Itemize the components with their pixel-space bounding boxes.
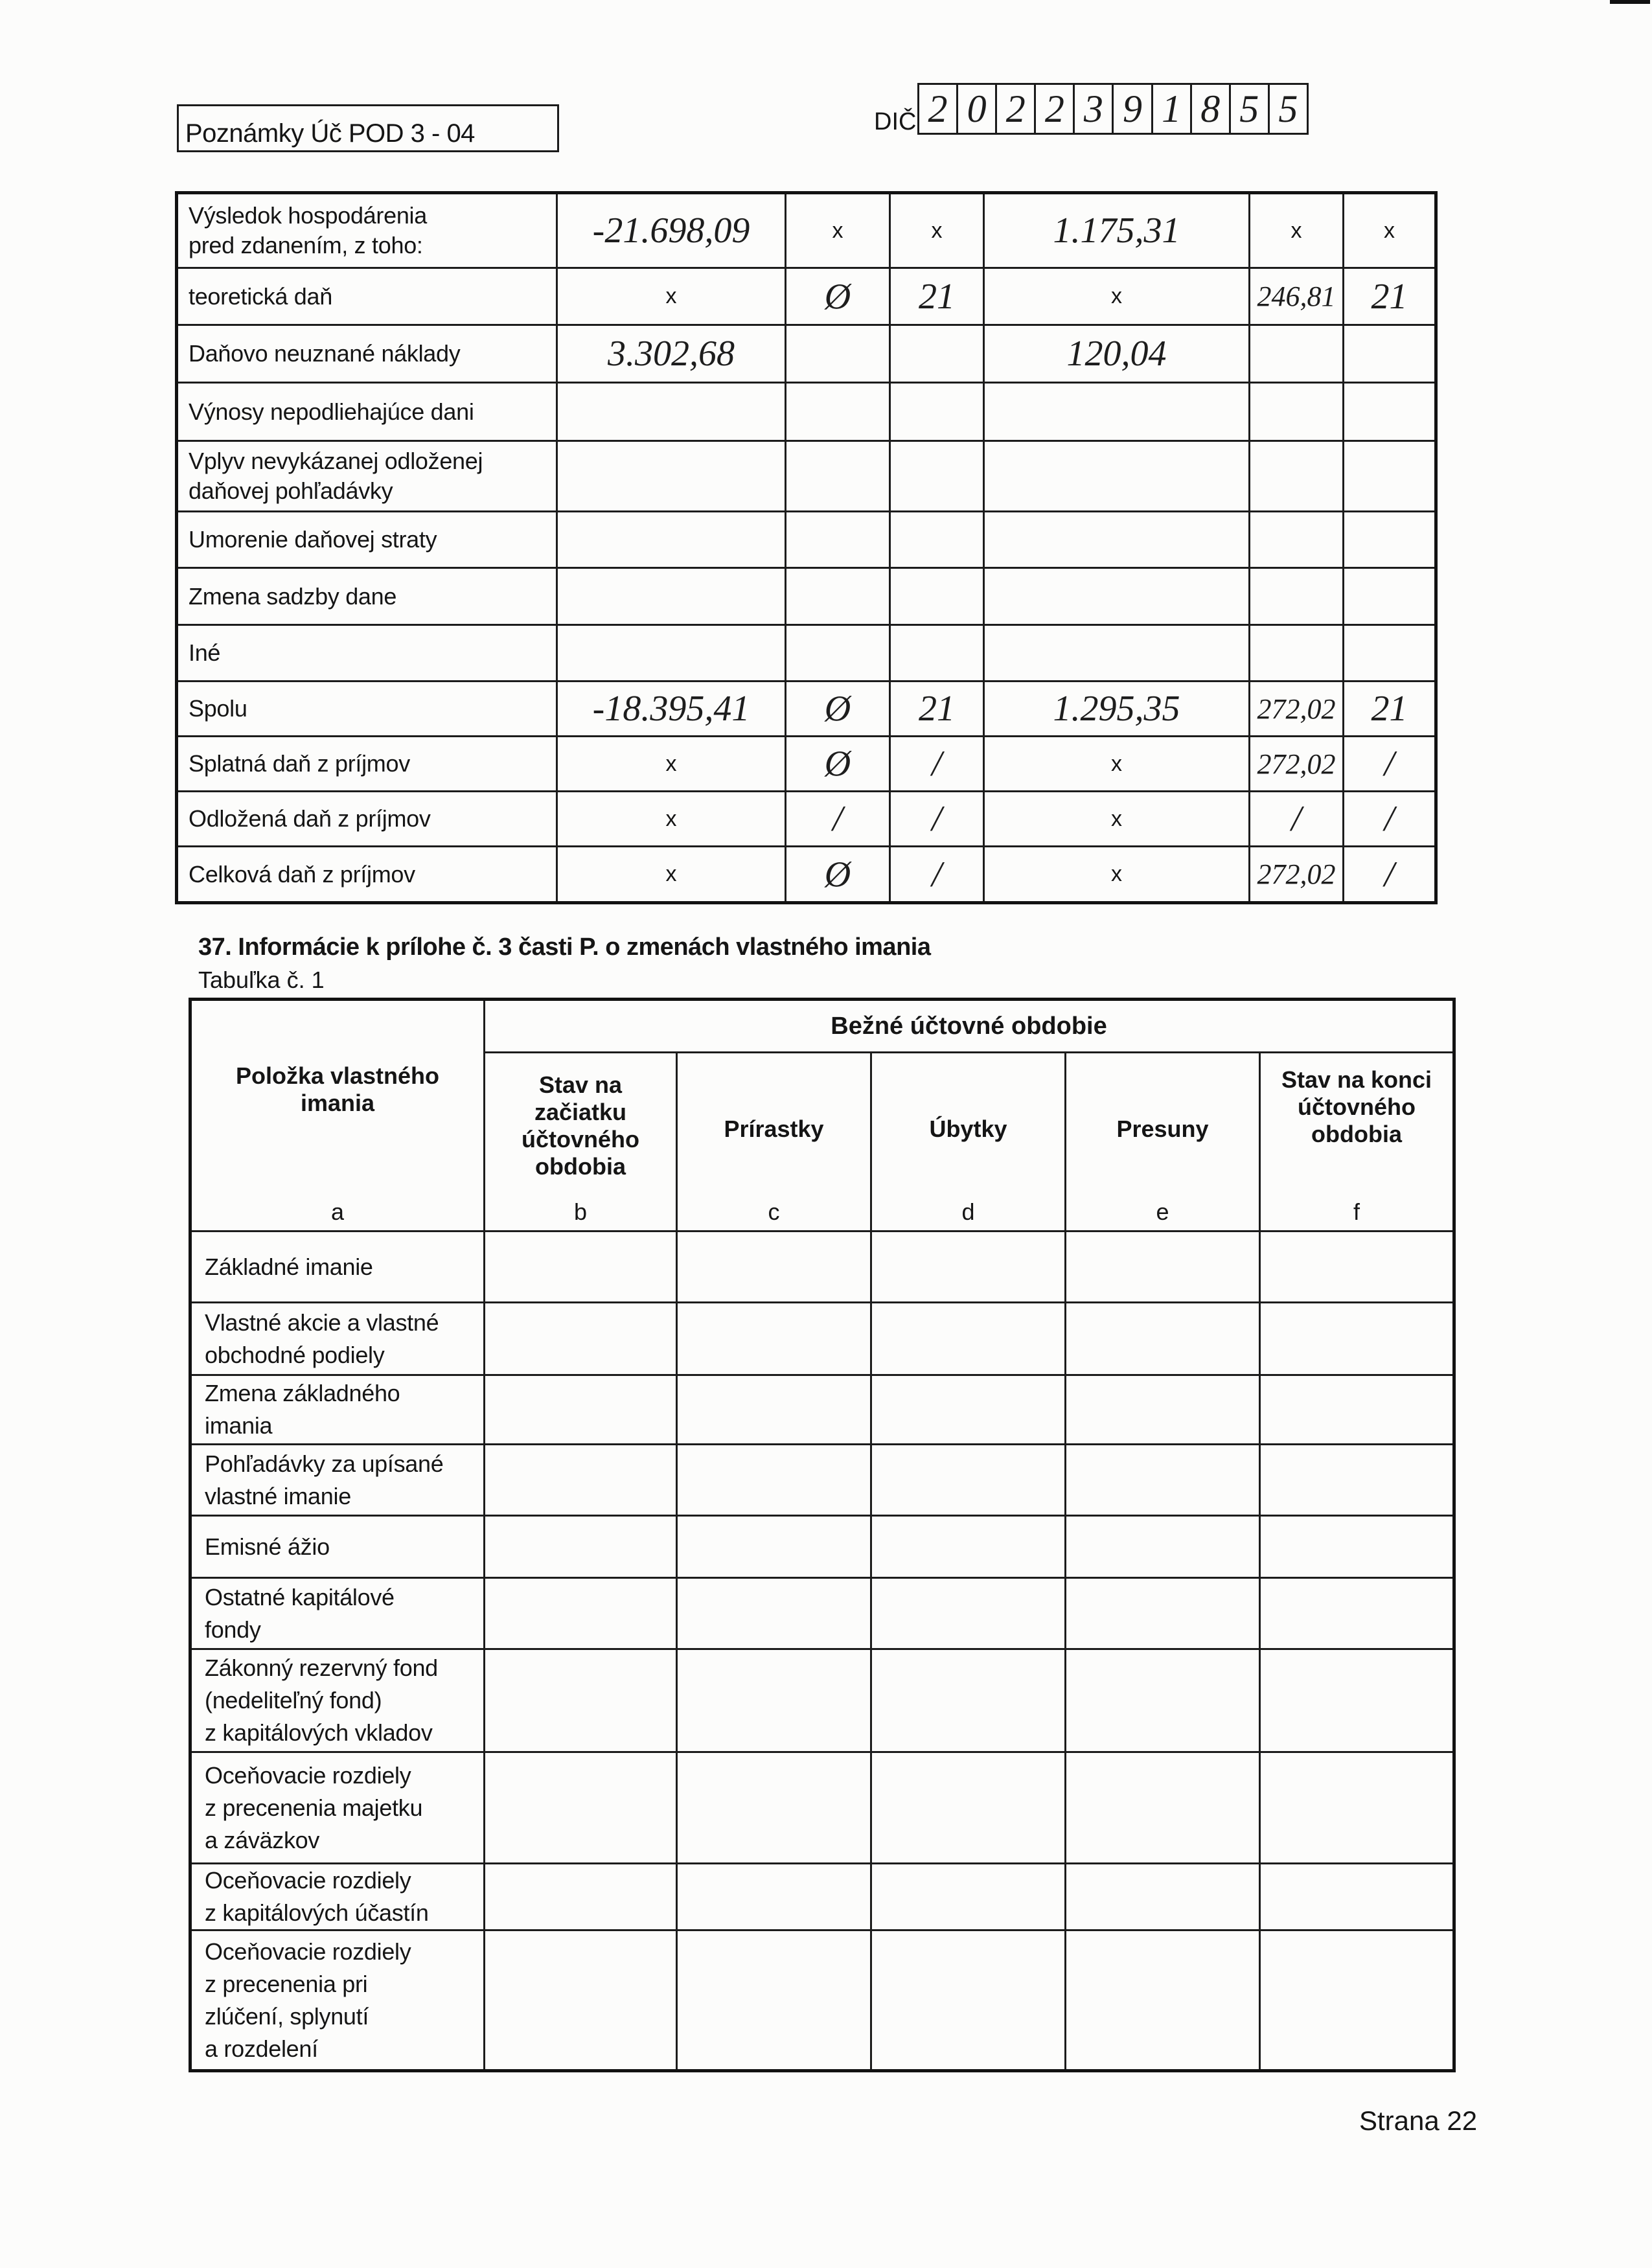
equity-row xyxy=(190,1303,1454,1375)
dic-digit: 5 xyxy=(1229,85,1268,133)
tax-empty-cell xyxy=(557,512,786,568)
tax-value-cell: x xyxy=(557,792,786,847)
tax-value-cell: -18.395,41 xyxy=(557,682,786,737)
dic-digit: 0 xyxy=(956,85,995,133)
column-header-title: Presuny xyxy=(1116,1116,1209,1142)
tax-value-cell: / xyxy=(1250,792,1344,847)
column-header xyxy=(1260,1053,1454,1231)
equity-value-cell xyxy=(871,1649,1066,1752)
tax-value-cell: / xyxy=(1344,737,1436,792)
equity-value-cell xyxy=(1260,1752,1454,1864)
tax-row xyxy=(177,568,1436,625)
equity-row-label: Oceňovacie rozdiely z kapitálových účastín xyxy=(190,1864,485,1930)
tax-row-label: Celková daň z príjmov xyxy=(177,847,557,903)
equity-value-cell xyxy=(485,1231,677,1303)
column-header-title: Stav na začiatku účtovného obdobia xyxy=(521,1071,639,1180)
tax-row-label: teoretická daň xyxy=(177,268,557,325)
equity-value-cell xyxy=(677,1752,871,1864)
equity-value-cell xyxy=(677,1649,871,1752)
dic-digit: 2 xyxy=(928,87,948,130)
dic-digit: 8 xyxy=(1190,85,1229,133)
tax-row xyxy=(177,847,1436,903)
equity-value-cell xyxy=(677,1930,871,2071)
item-header-title: Položka vlastného imania xyxy=(235,1062,440,1116)
tax-value-cell: 21 xyxy=(890,268,984,325)
dic-digit-boxes xyxy=(917,83,1309,135)
tax-empty-cell xyxy=(786,512,890,568)
equity-value-cell xyxy=(871,1231,1066,1303)
tax-empty-cell xyxy=(1344,512,1436,568)
equity-value-cell xyxy=(485,1930,677,2071)
equity-row xyxy=(190,1649,1454,1752)
column-header xyxy=(677,1053,871,1231)
equity-value-cell xyxy=(1260,1445,1454,1516)
equity-row xyxy=(190,1930,1454,2071)
tax-value-cell: x xyxy=(1250,193,1344,268)
tax-row-label: Umorenie daňovej straty xyxy=(177,512,557,568)
equity-value-cell xyxy=(871,1752,1066,1864)
tax-row-label: Výnosy nepodliehajúce dani xyxy=(177,383,557,441)
tax-empty-cell xyxy=(890,568,984,625)
item-header-cell xyxy=(190,1000,485,1231)
tax-empty-cell xyxy=(1250,383,1344,441)
tax-row xyxy=(177,512,1436,568)
tax-value-cell: -21.698,09 xyxy=(557,193,786,268)
tax-row xyxy=(177,268,1436,325)
tax-empty-cell xyxy=(890,325,984,383)
equity-row xyxy=(190,1445,1454,1516)
equity-value-cell xyxy=(871,1445,1066,1516)
tax-value-cell: 1.175,31 xyxy=(984,193,1250,268)
equity-row xyxy=(190,1375,1454,1445)
dic-digit: 9 xyxy=(1112,85,1151,133)
tax-row-label: Splatná daň z príjmov xyxy=(177,737,557,792)
equity-value-cell xyxy=(1260,1649,1454,1752)
tax-value-cell: 21 xyxy=(1344,682,1436,737)
equity-value-cell xyxy=(871,1303,1066,1375)
equity-value-cell xyxy=(677,1231,871,1303)
equity-row-label: Základné imanie xyxy=(190,1231,485,1303)
tax-value-cell: Ø xyxy=(786,737,890,792)
tax-empty-cell xyxy=(984,568,1250,625)
column-header-title: Úbytky xyxy=(929,1116,1007,1142)
tax-value-cell: 246,81 xyxy=(1250,268,1344,325)
equity-value-cell xyxy=(485,1649,677,1752)
tax-empty-cell xyxy=(1250,568,1344,625)
equity-value-cell xyxy=(677,1864,871,1930)
form-label-box: Poznámky Úč POD 3 - 04 xyxy=(177,104,559,152)
tax-row-label: Spolu xyxy=(177,682,557,737)
column-letter: e xyxy=(1156,1198,1169,1225)
tax-value-cell: x xyxy=(984,737,1250,792)
tax-value-cell: 21 xyxy=(890,682,984,737)
equity-value-cell xyxy=(1066,1303,1260,1375)
column-letter: b xyxy=(573,1198,588,1225)
column-header xyxy=(1066,1053,1260,1231)
dic-digit: 2 xyxy=(995,85,1034,133)
tax-value-cell: x xyxy=(1344,193,1436,268)
equity-header-row xyxy=(190,1000,1454,1053)
tax-empty-cell xyxy=(557,383,786,441)
column-header-title: Prírastky xyxy=(724,1116,824,1142)
column-letter: a xyxy=(330,1198,345,1225)
tax-empty-cell xyxy=(786,625,890,682)
tax-value-cell: / xyxy=(786,792,890,847)
equity-value-cell xyxy=(677,1445,871,1516)
tax-empty-cell xyxy=(786,568,890,625)
tax-row xyxy=(177,737,1436,792)
tax-value-cell: 272,02 xyxy=(1250,682,1344,737)
dic-digit: 3 xyxy=(1073,85,1112,133)
tax-value-cell: x xyxy=(786,193,890,268)
tax-empty-cell xyxy=(1344,383,1436,441)
equity-value-cell xyxy=(677,1303,871,1375)
equity-row-label: Zákonný rezervný fond (nedeliteľný fond) z kapitálových vkladov xyxy=(190,1649,485,1752)
equity-value-cell xyxy=(485,1752,677,1864)
table-caption: Tabuľka č. 1 xyxy=(198,967,325,993)
tax-value-cell: 272,02 xyxy=(1250,737,1344,792)
equity-value-cell xyxy=(1066,1578,1260,1649)
equity-row-label: Pohľadávky za upísané vlastné imanie xyxy=(190,1445,485,1516)
tax-empty-cell xyxy=(890,512,984,568)
page-number: Strana 22 xyxy=(1359,2105,1478,2136)
period-header: Bežné účtovné obdobie xyxy=(485,1000,1454,1053)
equity-value-cell xyxy=(1066,1231,1260,1303)
equity-row-label: Zmena základného imania xyxy=(190,1375,485,1445)
equity-row xyxy=(190,1516,1454,1578)
tax-row xyxy=(177,383,1436,441)
equity-value-cell xyxy=(677,1375,871,1445)
equity-value-cell xyxy=(871,1864,1066,1930)
tax-value-cell: Ø xyxy=(786,682,890,737)
tax-empty-cell xyxy=(786,325,890,383)
equity-changes-table xyxy=(189,998,1456,2072)
tax-row-label: Vplyv nevykázanej odloženej daňovej pohľadávky xyxy=(177,441,557,512)
tax-value-cell: x xyxy=(984,847,1250,903)
tax-value-cell: x xyxy=(984,792,1250,847)
tax-value-cell: x xyxy=(557,737,786,792)
dic-digit: 5 xyxy=(1268,85,1307,133)
equity-value-cell xyxy=(871,1375,1066,1445)
tax-empty-cell xyxy=(984,441,1250,512)
equity-row-label: Oceňovacie rozdiely z precenenia pri zlúčení, splynutí a rozdelení xyxy=(190,1930,485,2071)
equity-value-cell xyxy=(871,1578,1066,1649)
tax-empty-cell xyxy=(890,441,984,512)
equity-row-label: Vlastné akcie a vlastné obchodné podiely xyxy=(190,1303,485,1375)
dic-digit: 1 xyxy=(1151,85,1190,133)
tax-empty-cell xyxy=(1344,625,1436,682)
dic-digit: 2 xyxy=(1034,85,1073,133)
tax-row xyxy=(177,792,1436,847)
tax-value-cell: / xyxy=(890,847,984,903)
equity-value-cell xyxy=(485,1303,677,1375)
tax-empty-cell xyxy=(1344,568,1436,625)
equity-value-cell xyxy=(485,1375,677,1445)
tax-empty-cell xyxy=(1250,441,1344,512)
tax-empty-cell xyxy=(984,383,1250,441)
equity-value-cell xyxy=(1066,1864,1260,1930)
tax-empty-cell xyxy=(557,441,786,512)
tax-value-cell: x xyxy=(557,268,786,325)
equity-value-cell xyxy=(1260,1375,1454,1445)
equity-value-cell xyxy=(1066,1930,1260,2071)
tax-reconciliation-table xyxy=(175,191,1438,904)
tax-empty-cell xyxy=(984,625,1250,682)
tax-value-cell: Ø xyxy=(786,268,890,325)
tax-value-cell: / xyxy=(1344,792,1436,847)
tax-row xyxy=(177,625,1436,682)
tax-empty-cell xyxy=(786,441,890,512)
tax-empty-cell xyxy=(1250,625,1344,682)
tax-value-cell: 3.302,68 xyxy=(557,325,786,383)
tax-empty-cell xyxy=(557,568,786,625)
tax-row xyxy=(177,193,1436,268)
tax-row-label: Výsledok hospodárenia pred zdanením, z toho: xyxy=(177,193,557,268)
equity-row xyxy=(190,1864,1454,1930)
column-header-title: Stav na konci účtovného obdobia xyxy=(1281,1066,1432,1147)
equity-value-cell xyxy=(485,1864,677,1930)
tax-empty-cell xyxy=(890,383,984,441)
equity-row xyxy=(190,1578,1454,1649)
scan-margin-line xyxy=(1610,0,1650,4)
equity-value-cell xyxy=(1066,1752,1260,1864)
equity-value-cell xyxy=(485,1516,677,1578)
equity-value-cell xyxy=(677,1516,871,1578)
equity-value-cell xyxy=(1066,1375,1260,1445)
equity-value-cell xyxy=(1260,1516,1454,1578)
equity-value-cell xyxy=(1066,1516,1260,1578)
tax-empty-cell xyxy=(984,512,1250,568)
dic-label: DIČ xyxy=(874,108,917,135)
tax-value-cell: x xyxy=(557,847,786,903)
tax-value-cell: 272,02 xyxy=(1250,847,1344,903)
tax-empty-cell xyxy=(1344,325,1436,383)
tax-row xyxy=(177,682,1436,737)
equity-value-cell xyxy=(1066,1445,1260,1516)
tax-value-cell: / xyxy=(890,737,984,792)
tax-empty-cell xyxy=(786,383,890,441)
tax-value-cell: x xyxy=(984,268,1250,325)
equity-row-label: Emisné ážio xyxy=(190,1516,485,1578)
equity-value-cell xyxy=(1260,1303,1454,1375)
equity-value-cell xyxy=(1260,1231,1454,1303)
tax-value-cell: 21 xyxy=(1344,268,1436,325)
tax-row-label: Odložená daň z príjmov xyxy=(177,792,557,847)
tax-value-cell: / xyxy=(890,792,984,847)
column-letter: d xyxy=(961,1198,975,1225)
equity-value-cell xyxy=(1260,1864,1454,1930)
tax-row xyxy=(177,325,1436,383)
column-header xyxy=(871,1053,1066,1231)
column-letter: c xyxy=(768,1198,780,1225)
equity-row xyxy=(190,1752,1454,1864)
tax-empty-cell xyxy=(890,625,984,682)
tax-row-label: Daňovo neuznané náklady xyxy=(177,325,557,383)
tax-value-cell: 120,04 xyxy=(984,325,1250,383)
equity-value-cell xyxy=(1260,1930,1454,2071)
equity-value-cell xyxy=(1260,1578,1454,1649)
tax-row-label: Iné xyxy=(177,625,557,682)
tax-row xyxy=(177,441,1436,512)
tax-empty-cell xyxy=(1250,512,1344,568)
tax-row-label: Zmena sadzby dane xyxy=(177,568,557,625)
column-letter: f xyxy=(1353,1198,1360,1225)
column-header xyxy=(485,1053,677,1231)
equity-row-label: Ostatné kapitálové fondy xyxy=(190,1578,485,1649)
equity-value-cell xyxy=(1066,1649,1260,1752)
equity-value-cell xyxy=(871,1930,1066,2071)
tax-value-cell: 1.295,35 xyxy=(984,682,1250,737)
tax-value-cell: Ø xyxy=(786,847,890,903)
equity-row xyxy=(190,1231,1454,1303)
tax-value-cell: / xyxy=(1344,847,1436,903)
tax-value-cell: x xyxy=(890,193,984,268)
equity-value-cell xyxy=(677,1578,871,1649)
tax-empty-cell xyxy=(1344,441,1436,512)
section-title: 37. Informácie k prílohe č. 3 časti P. o zmenách vlastného imania xyxy=(198,934,931,961)
tax-empty-cell xyxy=(557,625,786,682)
equity-value-cell xyxy=(485,1445,677,1516)
equity-row-label: Oceňovacie rozdiely z precenenia majetku a záväzkov xyxy=(190,1752,485,1864)
equity-value-cell xyxy=(485,1578,677,1649)
tax-empty-cell xyxy=(1250,325,1344,383)
equity-value-cell xyxy=(871,1516,1066,1578)
